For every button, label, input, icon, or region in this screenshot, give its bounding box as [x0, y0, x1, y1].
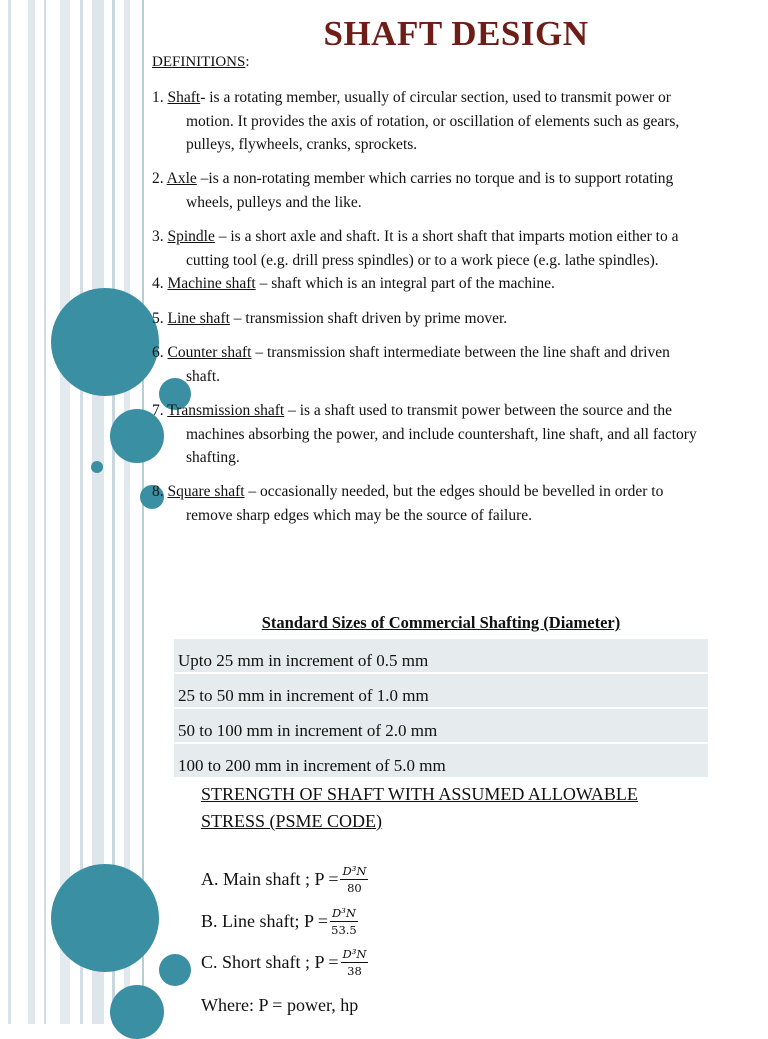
formula-numerator: D³N — [331, 906, 356, 920]
definition-text: – transmission shaft intermediate between the line shaft and driven — [251, 344, 670, 361]
definition-first-line — [152, 167, 758, 191]
sizes-table-title: Standard Sizes of Commercial Shafting (Diameter) — [261, 613, 621, 632]
formula-fraction — [330, 906, 358, 937]
definition-number: 1. — [152, 89, 168, 106]
definition-first-line — [152, 341, 758, 365]
definition-item — [152, 167, 758, 214]
formula-fraction — [340, 864, 368, 895]
definition-text: – is a short axle and shaft. It is a short shaft that imparts motion either to a — [214, 228, 679, 245]
definition-text: – shaft which is an integral part of the machine. — [255, 275, 555, 292]
formula-numerator: D³N — [342, 947, 367, 961]
definition-term: Shaft — [167, 89, 201, 106]
stripe — [8, 0, 11, 1024]
definition-continuation: cutting tool (e.g. drill press spindles) or to a work piece (e.g. lathe spindles). — [186, 251, 659, 269]
definition-continuation: motion. It provides the axis of rotation, or oscillation of elements such as gears, — [186, 112, 680, 130]
definition-item — [152, 341, 758, 388]
definition-number: 5. — [152, 310, 168, 327]
decorative-circle — [51, 288, 159, 396]
definition-first-line — [152, 225, 758, 249]
definition-number: 6. — [152, 344, 168, 361]
definition-first-line — [152, 86, 758, 110]
definition-text: – is a shaft used to transmit power between the source and the — [284, 402, 673, 419]
definition-text: – occasionally needed, but the edges should be bevelled in order to — [244, 483, 664, 500]
decorative-circle — [159, 954, 191, 986]
formula-main-shaft — [201, 864, 368, 895]
definition-number: 7. — [152, 402, 168, 419]
formula-numerator: D³N — [342, 864, 367, 878]
definition-term: Machine shaft — [167, 275, 256, 292]
definitions-heading-colon: : — [245, 54, 250, 70]
definitions-heading — [152, 54, 250, 71]
definition-first-line — [152, 480, 758, 504]
definition-term: Square shaft — [167, 483, 245, 500]
definition-continuation: wheels, pulleys and the like. — [186, 193, 362, 211]
stripe — [44, 0, 46, 1024]
definition-continuation: shafting. — [186, 449, 240, 466]
page-title: SHAFT DESIGN — [323, 14, 589, 53]
stripe — [28, 0, 35, 1024]
definition-first-line — [152, 399, 758, 423]
formula-label: B. Line shaft; P = — [201, 911, 328, 931]
where-note: Where: P = power, hp — [201, 995, 359, 1015]
strength-heading — [201, 781, 638, 835]
formula-line-shaft — [201, 906, 358, 937]
formula-denominator: 53.5 — [331, 923, 357, 937]
table-row: 100 to 200 mm in increment of 5.0 mm — [174, 744, 708, 777]
definition-text: - is a rotating member, usually of circular section, used to transmit power or — [200, 89, 671, 106]
sizes-table — [174, 639, 708, 779]
decorative-circle — [51, 864, 159, 972]
definition-number: 4. — [152, 275, 168, 292]
definition-continuation: machines absorbing the power, and include countershaft, line shaft, and all factory — [186, 425, 697, 443]
table-row: 50 to 100 mm in increment of 2.0 mm — [174, 709, 708, 742]
definition-term: Spindle — [167, 228, 215, 245]
stripe — [60, 0, 70, 1024]
formula-short-shaft — [201, 947, 368, 978]
definition-item — [152, 272, 758, 296]
formula-denominator: 38 — [347, 964, 362, 978]
definition-term: Counter shaft — [167, 344, 252, 361]
definition-term: Line shaft — [167, 310, 230, 327]
decorative-circle — [91, 461, 103, 473]
decorative-circle — [110, 985, 164, 1039]
formula-label: A. Main shaft ; P = — [201, 869, 339, 889]
definition-text: – transmission shaft driven by prime mover. — [229, 310, 508, 327]
definition-item — [152, 480, 758, 527]
definition-item — [152, 307, 758, 331]
definitions-heading-text: DEFINITIONS — [152, 54, 246, 70]
formula-fraction — [341, 947, 369, 978]
definition-continuation: pulleys, flywheels, cranks, sprockets. — [186, 136, 418, 153]
definition-number: 2. — [152, 170, 167, 187]
definition-text: –is a non-rotating member which carries no torque and is to support rotating — [196, 170, 674, 187]
definition-number: 8. — [152, 483, 168, 500]
definition-item — [152, 225, 758, 272]
definition-continuation: remove sharp edges which may be the source of failure. — [186, 506, 533, 524]
definition-term: Axle — [166, 170, 197, 187]
formula-label: C. Short shaft ; P = — [201, 952, 339, 972]
formula-denominator: 80 — [347, 881, 362, 895]
definition-item — [152, 399, 758, 470]
strength-heading-line: STRENGTH OF SHAFT WITH ASSUMED ALLOWABLE — [201, 784, 638, 804]
definition-term: Transmission shaft — [167, 402, 285, 419]
table-row: 25 to 50 mm in increment of 1.0 mm — [174, 674, 708, 707]
definition-first-line — [152, 272, 758, 296]
definition-item — [152, 86, 758, 157]
table-row: Upto 25 mm in increment of 0.5 mm — [174, 639, 708, 672]
definition-number: 3. — [152, 228, 168, 245]
strength-heading-line: STRESS (PSME CODE) — [201, 811, 383, 831]
definition-first-line — [152, 307, 758, 331]
definition-continuation: shaft. — [186, 367, 221, 385]
stripe — [142, 0, 144, 1024]
